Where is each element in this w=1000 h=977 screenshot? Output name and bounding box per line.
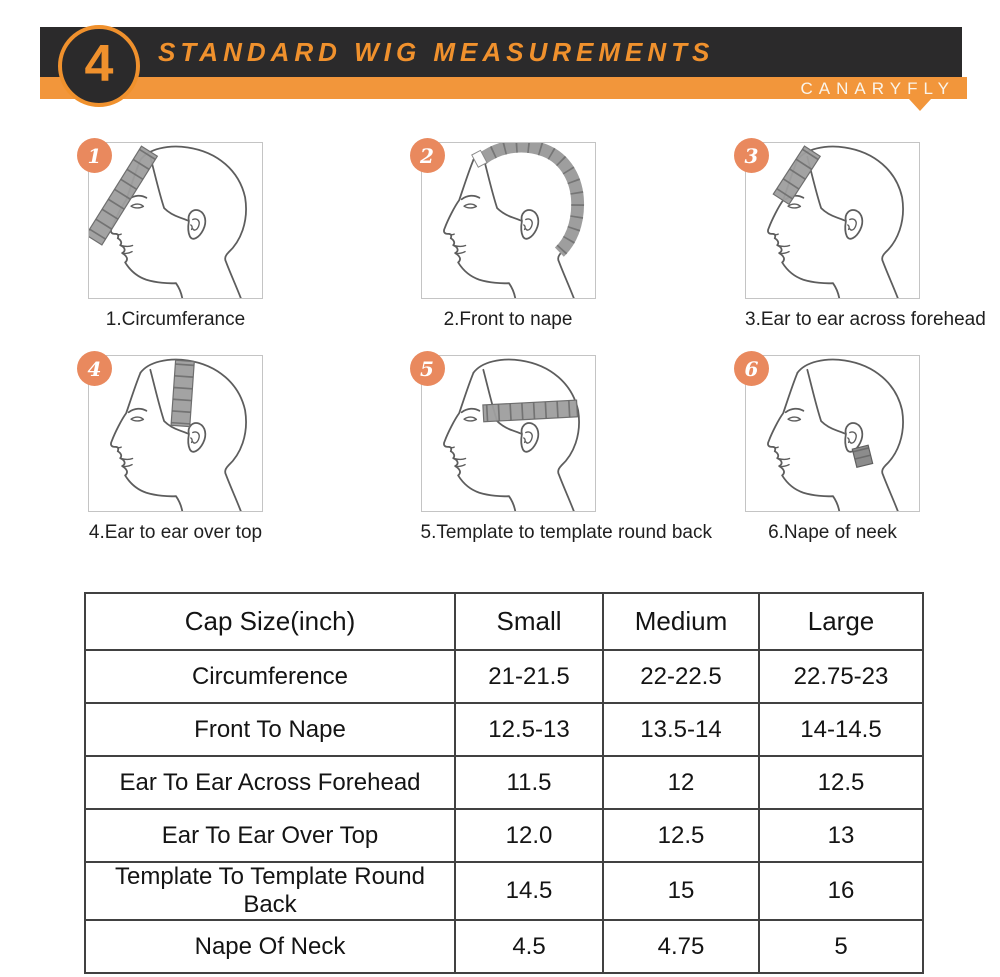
cell-value: 21-21.5: [455, 650, 603, 703]
figure-row-2: [0, 355, 1000, 544]
cell-value: 22.75-23: [759, 650, 923, 703]
head-diagram-4: [88, 355, 263, 512]
col-header-cap-size: Cap Size(inch): [85, 593, 455, 650]
step-number: 4: [84, 35, 114, 93]
cell-value: 12.5: [759, 756, 923, 809]
table-row: [85, 703, 923, 756]
figure-number-badge: 3: [734, 138, 769, 173]
cell-value: 4.5: [455, 920, 603, 973]
cell-value: 13: [759, 809, 923, 862]
figure-row-1: [0, 142, 1000, 331]
cell-value: 14.5: [455, 862, 603, 920]
col-header-small: Small: [455, 593, 603, 650]
cell-value: 14-14.5: [759, 703, 923, 756]
figure-label: 2.Front to nape: [443, 309, 573, 330]
head-diagram-1: [88, 142, 263, 299]
head-diagram-2: [421, 142, 596, 299]
cell-value: 12.5-13: [455, 703, 603, 756]
row-label: Ear To Ear Across Forehead: [85, 756, 455, 809]
cell-value: 15: [603, 862, 759, 920]
header-orange-stripe: [40, 77, 967, 99]
head-diagram-3: [745, 142, 920, 299]
table-row: [85, 650, 923, 703]
head-profile-illustration: [89, 143, 262, 298]
figure-label: 4.Ear to ear over top: [88, 522, 263, 543]
figure-number-badge: 4: [77, 351, 112, 386]
step-number-circle: [58, 25, 140, 107]
figure-nape-of-neck: [745, 355, 920, 544]
measuring-tape-band: [471, 146, 577, 252]
cell-value: 12.5: [603, 809, 759, 862]
figure-number-badge: 5: [410, 351, 445, 386]
figure-front-to-nape: [421, 142, 596, 331]
head-diagram-6: [745, 355, 920, 512]
head-profile-illustration: [746, 143, 919, 298]
header-bar: [40, 27, 962, 77]
head-profile-illustration: [89, 356, 262, 511]
row-label: Template To Template Round Back: [85, 862, 455, 920]
cell-value: 22-22.5: [603, 650, 759, 703]
brand-wordmark: CANARYFLY: [800, 79, 955, 98]
cell-value: 13.5-14: [603, 703, 759, 756]
figure-template-to-template: [420, 355, 713, 544]
cell-value: 12: [603, 756, 759, 809]
figure-label: 5.Template to template round back: [420, 522, 713, 543]
table-row: [85, 756, 923, 809]
measuring-tape-band: [171, 360, 194, 426]
measuring-tape-band: [482, 400, 577, 422]
cell-value: 5: [759, 920, 923, 973]
table-header-row: [85, 593, 923, 650]
figure-label: 3.Ear to ear across forehead: [745, 309, 986, 330]
figure-number-badge: 6: [734, 351, 769, 386]
page-title: STANDARD WIG MEASUREMENTS: [158, 36, 715, 67]
figure-number-badge: 1: [77, 138, 112, 173]
head-diagram-5: [421, 355, 596, 512]
row-label: Nape Of Neck: [85, 920, 455, 973]
table-row: [85, 809, 923, 862]
figure-circumference: [88, 142, 263, 331]
figure-ear-to-ear-over-top: [88, 355, 263, 544]
row-label: Front To Nape: [85, 703, 455, 756]
head-profile-illustration: [422, 143, 595, 298]
row-label: Circumference: [85, 650, 455, 703]
cell-value: 12.0: [455, 809, 603, 862]
measuring-tape-band: [852, 445, 872, 467]
row-label: Ear To Ear Over Top: [85, 809, 455, 862]
figure-number-badge: 2: [410, 138, 445, 173]
col-header-medium: Medium: [603, 593, 759, 650]
head-profile-illustration: [746, 356, 919, 511]
figure-label: 1.Circumferance: [105, 309, 246, 330]
cap-size-table: [84, 592, 924, 974]
cell-value: 16: [759, 862, 923, 920]
table-row: [85, 920, 923, 973]
figure-label: 6.Nape of neek: [768, 522, 897, 543]
cell-value: 4.75: [603, 920, 759, 973]
brand-pointer-triangle: [909, 99, 931, 111]
table-row: [85, 862, 923, 920]
head-profile-illustration: [422, 356, 595, 511]
col-header-large: Large: [759, 593, 923, 650]
cell-value: 11.5: [455, 756, 603, 809]
figure-ear-to-ear-across-forehead: [744, 142, 986, 331]
